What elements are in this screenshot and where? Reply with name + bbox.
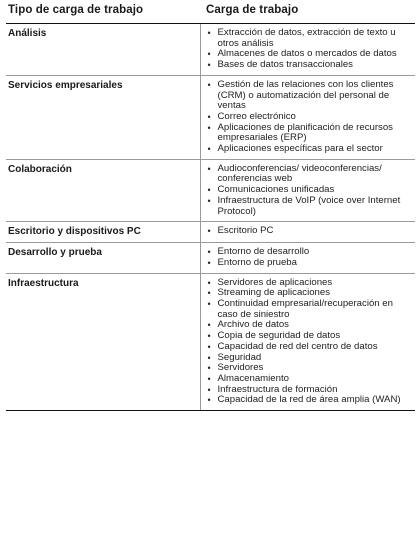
list-item — [206, 299, 414, 320]
bullet-icon: • — [207, 79, 211, 90]
list-item-text: Entorno de desarrollo — [217, 246, 310, 258]
workload-items-cell — [200, 222, 415, 243]
list-item — [206, 164, 414, 185]
list-item — [206, 28, 414, 49]
list-item-text: Copia de seguridad de datos — [217, 330, 341, 342]
list-item-text: Almacenes de datos o mercados de datos — [217, 48, 397, 60]
workload-table — [6, 4, 415, 411]
table-row — [6, 243, 415, 273]
bullet-icon: • — [207, 49, 211, 60]
workload-type-cell: Servicios empresariales — [6, 75, 200, 159]
list-item-text: Infraestructura de VoIP (voice over Internet Protocol) — [217, 194, 401, 217]
list-item-text: Comunicaciones unificadas — [217, 184, 335, 196]
bullet-icon: • — [207, 277, 211, 288]
list-item-text: Archivo de datos — [217, 319, 289, 331]
list-item-text: Gestión de las relaciones con los clientes (CRM) o automatización del personal de ventas — [217, 78, 394, 112]
list-item — [206, 395, 414, 406]
workload-items-cell — [200, 273, 415, 410]
list-item — [206, 196, 414, 217]
workload-list — [206, 80, 414, 155]
bullet-icon: • — [207, 299, 211, 310]
workload-type-cell: Colaboración — [6, 159, 200, 222]
list-item-text: Infraestructura de formación — [217, 383, 338, 395]
bullet-icon: • — [207, 195, 211, 206]
bullet-icon: • — [207, 122, 211, 133]
workload-list — [206, 164, 414, 218]
bullet-icon: • — [207, 185, 211, 196]
bullet-icon: • — [207, 363, 211, 374]
bullet-icon: • — [207, 320, 211, 331]
list-item — [206, 144, 414, 155]
workload-items-cell — [200, 75, 415, 159]
bullet-icon: • — [207, 111, 211, 122]
bullet-icon: • — [207, 352, 211, 363]
table-row — [6, 273, 415, 410]
list-item — [206, 226, 414, 237]
list-item-text: Entorno de prueba — [217, 256, 297, 268]
bullet-icon: • — [207, 341, 211, 352]
table-row — [6, 75, 415, 159]
table-body — [6, 24, 415, 411]
list-item — [206, 80, 414, 112]
list-item-text: Capacidad de red del centro de datos — [217, 340, 378, 352]
workload-type-cell: Escritorio y dispositivos PC — [6, 222, 200, 243]
bullet-icon: • — [207, 384, 211, 395]
workload-list — [206, 28, 414, 71]
workload-items-cell — [200, 24, 415, 76]
bullet-icon: • — [207, 373, 211, 384]
column-header-workload-type: Tipo de carga de trabajo — [8, 4, 144, 16]
workload-type-cell: Desarrollo y prueba — [6, 243, 200, 273]
workload-list — [206, 278, 414, 406]
workload-items-cell — [200, 243, 415, 273]
workload-items-cell — [200, 159, 415, 222]
list-item-text: Extracción de datos, extracción de texto u otros análisis — [217, 27, 396, 49]
table-row — [6, 159, 415, 222]
list-item-text: Streaming de aplicaciones — [217, 287, 331, 299]
bullet-icon: • — [207, 163, 211, 174]
workload-type-cell: Infraestructura — [6, 273, 200, 410]
list-item-text: Servidores de aplicaciones — [217, 276, 333, 288]
list-item — [206, 258, 414, 269]
bullet-icon: • — [207, 257, 211, 268]
list-item-text: Bases de datos transaccionales — [217, 59, 353, 71]
list-item-text: Correo electrónico — [217, 110, 296, 122]
list-item-text: Continuidad empresarial/recuperación en caso de siniestro — [217, 298, 393, 320]
table-row — [6, 222, 415, 243]
bullet-icon: • — [207, 288, 211, 299]
list-item — [206, 60, 414, 71]
list-item-text: Audioconferencias/ videoconferencias/ conferencias web — [217, 162, 382, 185]
bullet-icon: • — [207, 331, 211, 342]
bullet-icon: • — [207, 144, 211, 155]
column-header-workload: Carga de trabajo — [206, 4, 299, 16]
list-item-text: Almacenamiento — [217, 372, 289, 384]
list-item — [206, 123, 414, 144]
bullet-icon: • — [207, 28, 211, 38]
bullet-icon: • — [207, 226, 211, 237]
bullet-icon: • — [207, 247, 211, 258]
bullet-icon: • — [207, 395, 211, 406]
table-row — [6, 24, 415, 76]
list-item-text: Aplicaciones específicas para el sector — [217, 143, 383, 155]
workload-list — [206, 247, 414, 268]
list-item-text: Aplicaciones de planificación de recursos empresariales (ERP) — [217, 121, 393, 144]
bullet-icon: • — [207, 60, 211, 71]
list-item-text: Servidores — [217, 362, 264, 374]
list-item-text: Escritorio PC — [217, 225, 274, 237]
list-item-text: Capacidad de la red de área amplia (WAN) — [217, 394, 401, 406]
table-header-row — [6, 4, 415, 24]
list-item-text: Seguridad — [217, 351, 262, 363]
workload-list — [206, 226, 414, 237]
workload-type-cell: Análisis — [6, 24, 200, 76]
